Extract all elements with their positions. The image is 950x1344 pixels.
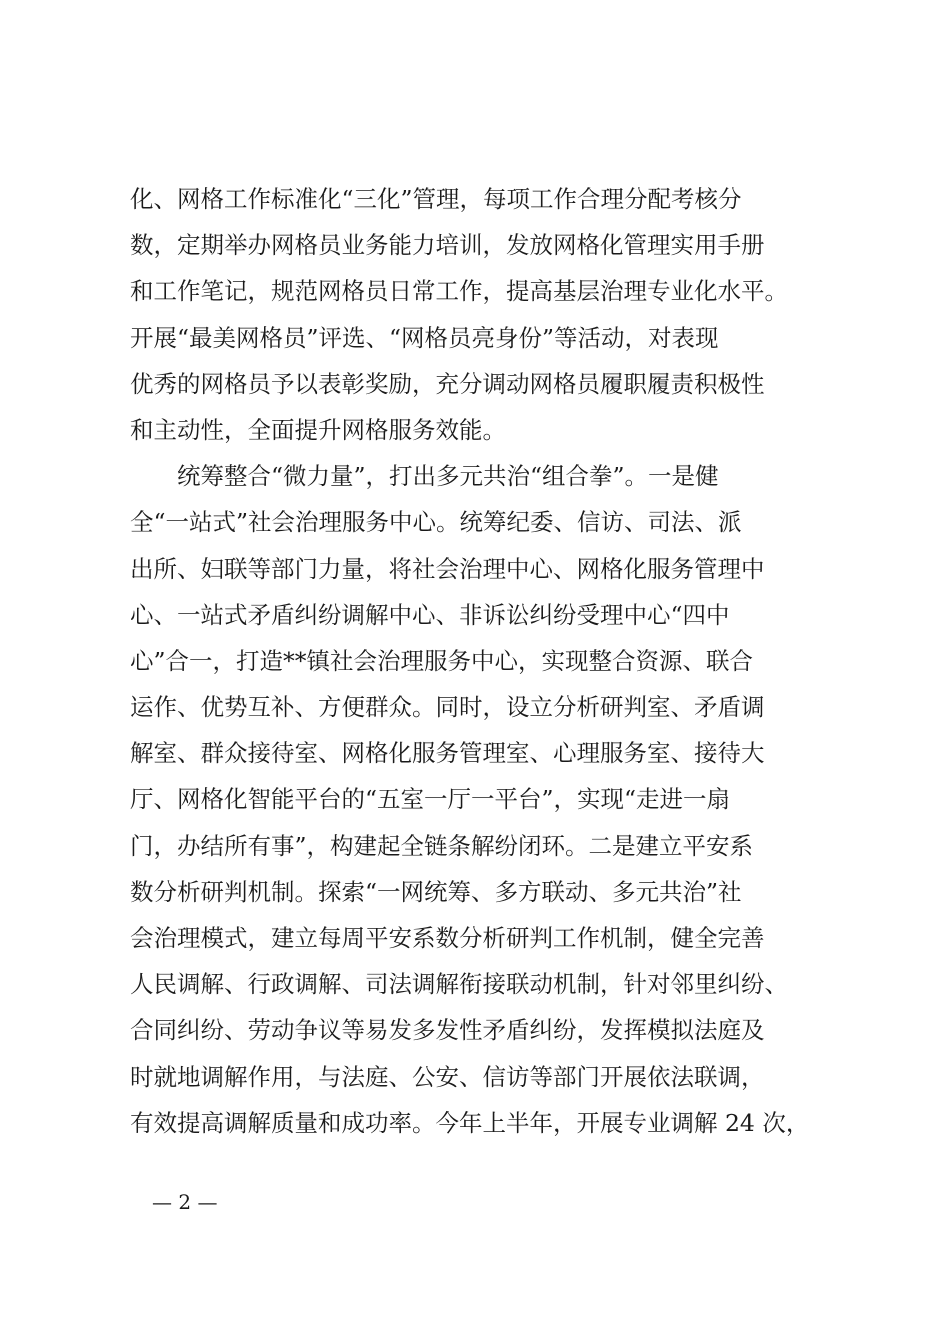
text-line: 和工作笔记，规范网格员日常工作，提高基层治理专业化水平。 xyxy=(130,277,788,306)
page-number: — 2 — xyxy=(152,1190,218,1214)
text-line: 合同纠纷、劳动争议等易发多发性矛盾纠纷，发挥模拟法庭及 xyxy=(130,1016,765,1045)
text-line: 统筹整合“微力量”，打出多元共治“组合拳”。一是健 xyxy=(130,462,719,491)
text-line: 时就地调解作用，与法庭、公安、信访等部门开展依法联调， xyxy=(130,1062,765,1091)
text-line: 化、网格工作标准化“三化”管理，每项工作合理分配考核分 xyxy=(130,185,742,213)
text-line: 开展“最美网格员”评选、“网格员亮身份”等活动，对表现 xyxy=(130,323,719,352)
text-line: 厅、网格化智能平台的“五室一厅一平台”，实现“走进一扇 xyxy=(130,785,731,814)
text-line: 人民调解、行政调解、司法调解衔接联动机制，针对邻里纠纷、 xyxy=(130,970,788,999)
text-line: 出所、妇联等部门力量，将社会治理中心、网格化服务管理中 xyxy=(130,554,765,583)
text-line: 优秀的网格员予以表彰奖励，充分调动网格员履职履责积极性 xyxy=(130,369,765,398)
text-line: 解室、群众接待室、网格化服务管理室、心理服务室、接待大 xyxy=(130,739,765,768)
text-line: 有效提高调解质量和成功率。今年上半年，开展专业调解 24 次， xyxy=(130,1108,810,1137)
text-line: 门，办结所有事”，构建起全链条解纷闭环。二是建立平安系 xyxy=(130,831,754,860)
text-line: 全“一站式”社会治理服务中心。统筹纪委、信访、司法、派 xyxy=(130,508,742,537)
text-line: 运作、优势互补、方便群众。同时，设立分析研判室、矛盾调 xyxy=(130,693,765,722)
body-text xyxy=(130,176,858,1146)
text-line: 心”合一，打造**镇社会治理服务中心，实现整合资源、联合 xyxy=(130,646,754,675)
text-line: 会治理模式，建立每周平安系数分析研判工作机制，健全完善 xyxy=(130,924,765,952)
text-line: 和主动性，全面提升网格服务效能。 xyxy=(130,415,506,444)
text-line: 数，定期举办网格员业务能力培训，发放网格化管理实用手册 xyxy=(130,231,765,260)
text-line: 心、一站式矛盾纠纷调解中心、非诉讼纠纷受理中心“四中 xyxy=(130,600,730,629)
text-line: 数分析研判机制。探索“一网统筹、多方联动、多元共治”社 xyxy=(130,877,742,906)
